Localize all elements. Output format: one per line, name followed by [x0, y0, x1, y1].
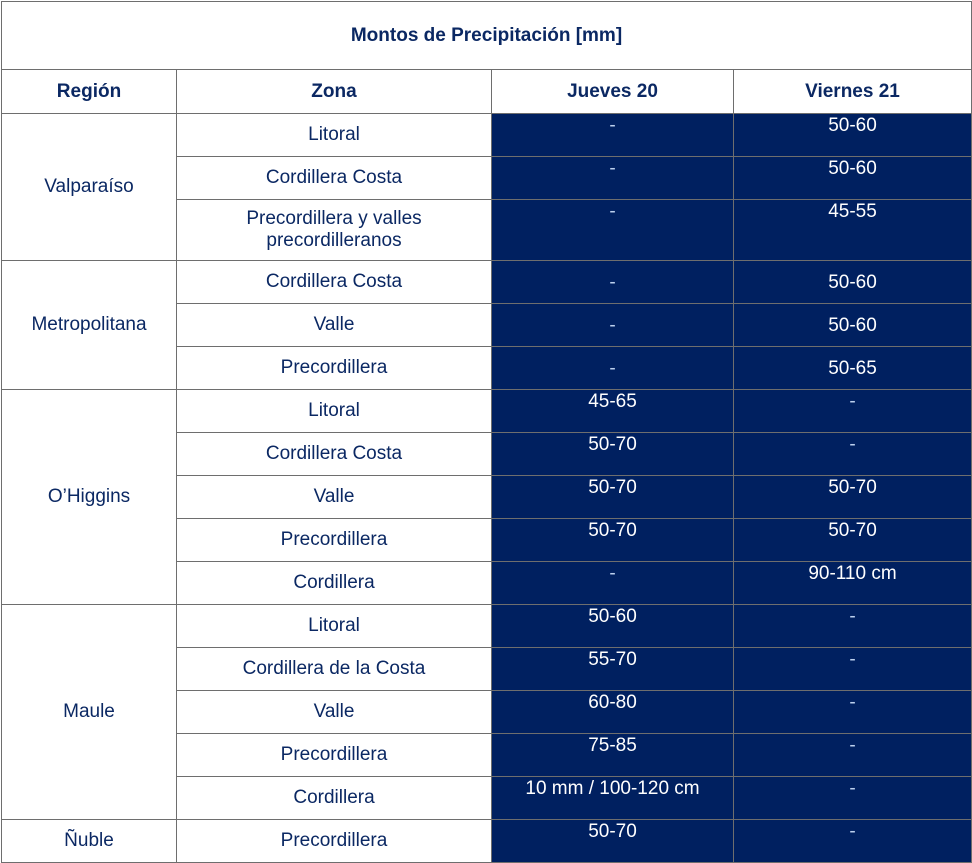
viernes-value: 45-55 — [734, 200, 972, 261]
zona-cell: Valle — [177, 476, 492, 519]
zona-cell: Litoral — [177, 114, 492, 157]
zona-cell — [177, 200, 492, 261]
jueves-value: - — [492, 347, 734, 390]
precipitation-table — [1, 1, 972, 863]
zona-cell: Cordillera Costa — [177, 157, 492, 200]
jueves-value: 50-70 — [492, 820, 734, 863]
zona-cell: Valle — [177, 691, 492, 734]
jueves-value: 60-80 — [492, 691, 734, 734]
zona-cell: Cordillera Costa — [177, 433, 492, 476]
region-cell: Metropolitana — [2, 261, 177, 390]
viernes-value: 50-60 — [734, 157, 972, 200]
viernes-value: - — [734, 820, 972, 863]
viernes-value: 50-70 — [734, 476, 972, 519]
table-row — [2, 114, 972, 157]
viernes-value: - — [734, 777, 972, 820]
viernes-value: 50-60 — [734, 304, 972, 347]
jueves-value: 10 mm / 100-120 cm — [492, 777, 734, 820]
header-viernes: Viernes 21 — [734, 70, 972, 114]
jueves-value: 45-65 — [492, 390, 734, 433]
jueves-value: 50-60 — [492, 605, 734, 648]
jueves-value: - — [492, 114, 734, 157]
region-cell: Valparaíso — [2, 114, 177, 261]
jueves-value: - — [492, 261, 734, 304]
viernes-value: - — [734, 648, 972, 691]
zona-cell: Litoral — [177, 390, 492, 433]
header-region: Región — [2, 70, 177, 114]
zona-cell: Cordillera Costa — [177, 261, 492, 304]
region-cell: Ñuble — [2, 820, 177, 863]
region-cell: O’Higgins — [2, 390, 177, 605]
header-zona: Zona — [177, 70, 492, 114]
viernes-value: 50-60 — [734, 114, 972, 157]
viernes-value: - — [734, 605, 972, 648]
zona-text: Precordillera y valles precordilleranos — [246, 208, 422, 251]
zona-cell: Cordillera — [177, 777, 492, 820]
viernes-value: 90-110 cm — [734, 562, 972, 605]
viernes-value: - — [734, 390, 972, 433]
table-row — [2, 605, 972, 648]
table-row — [2, 820, 972, 863]
zona-cell: Valle — [177, 304, 492, 347]
jueves-value: 50-70 — [492, 433, 734, 476]
table-title: Montos de Precipitación [mm] — [2, 2, 972, 70]
jueves-value: 75-85 — [492, 734, 734, 777]
viernes-value: 50-60 — [734, 261, 972, 304]
jueves-value: 55-70 — [492, 648, 734, 691]
viernes-value: 50-70 — [734, 519, 972, 562]
zona-cell: Litoral — [177, 605, 492, 648]
table-row — [2, 261, 972, 304]
jueves-value: 50-70 — [492, 519, 734, 562]
viernes-value: - — [734, 734, 972, 777]
zona-cell: Cordillera de la Costa — [177, 648, 492, 691]
viernes-value: - — [734, 433, 972, 476]
jueves-value: - — [492, 562, 734, 605]
jueves-value: - — [492, 200, 734, 261]
zona-cell: Precordillera — [177, 734, 492, 777]
zona-cell: Precordillera — [177, 347, 492, 390]
region-cell: Maule — [2, 605, 177, 820]
zona-cell: Precordillera — [177, 820, 492, 863]
viernes-value: - — [734, 691, 972, 734]
zona-cell: Cordillera — [177, 562, 492, 605]
zona-cell: Precordillera — [177, 519, 492, 562]
jueves-value: - — [492, 157, 734, 200]
header-jueves: Jueves 20 — [492, 70, 734, 114]
table-row — [2, 390, 972, 433]
viernes-value: 50-65 — [734, 347, 972, 390]
jueves-value: - — [492, 304, 734, 347]
jueves-value: 50-70 — [492, 476, 734, 519]
